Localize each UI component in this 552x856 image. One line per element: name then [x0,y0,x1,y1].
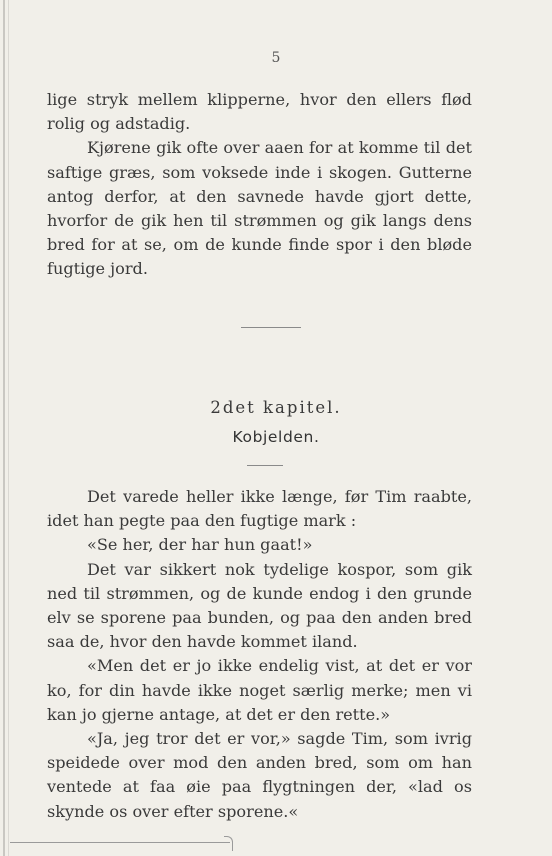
chapter-number: 2det kapitel. [210,398,342,417]
page-bottom-curl [224,836,233,851]
paragraph: «Ja, jeg tror det er vor,» sagde Tim, som ivrig speidede over mod den anden bred, som om han ventede at faa øie paa flygtningen der, «lad os skynde os over efter sporene.« [47,729,472,821]
chapter-title: Kobjelden. [232,428,320,446]
chapter-body-text [47,485,472,824]
page-bottom-mark [10,842,230,843]
page-number: 5 [271,50,281,66]
section-divider [241,327,301,328]
paragraph: «Men det er jo ikke endelig vist, at det er vor ko, for din havde ikke noget særlig merke; men vi kan jo gjerne antage, at det er den rette.» [47,656,472,724]
paragraph: Kjørene gik ofte over aaen for at komme til det saftige græs, som voksede inde i skogen. Gutterne antog derfor, at den savnede havde gjort dette, hvorfor de gik hen til strømmen og gik langs dens bred for at se, om de kunde finde spor i den bløde fugtige jord. [47,138,472,279]
paragraph: lige stryk mellem klipperne, hvor den ellers flød rolig og adstadig. [47,90,472,134]
paragraph: Det var sikkert nok tydelige kospor, som gik ned til strømmen, og de kunde endog i den grunde elv se sporene paa bunden, og paa den anden bred saa de, hvor den havde kommet iland. [47,559,472,652]
paragraph: Det varede heller ikke længe, før Tim raabte, idet han pegte paa den fugtige mark : [47,487,472,531]
paragraph: «Se her, der har hun gaat!» [87,535,313,555]
title-divider [247,465,283,466]
opening-text-block [47,88,472,282]
